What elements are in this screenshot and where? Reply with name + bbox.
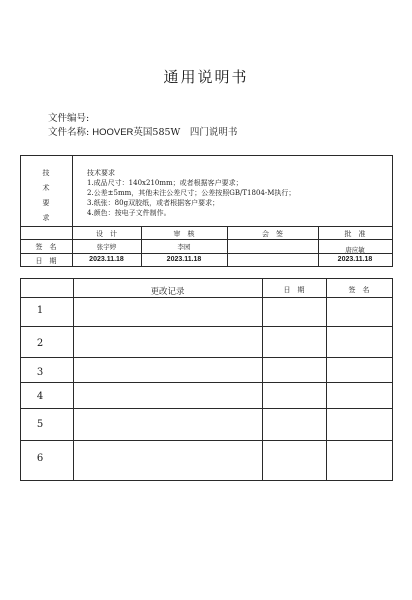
side-label-char: 术: [42, 184, 50, 192]
role-header-approve: 批 准: [344, 230, 366, 238]
date-review: 2023.11.18: [166, 256, 202, 263]
date-design: 2023.11.18: [89, 256, 124, 263]
signature-review: 李园: [177, 243, 191, 251]
date-approve: 2023.11.18: [337, 256, 373, 263]
page-title: 通用说明书: [163, 68, 249, 86]
role-header-review: 审 核: [173, 230, 195, 238]
requirement-item: 3.纸张：80g双胶纸，或者根据客户要求；: [87, 199, 220, 207]
file-name-label: 文件名称:: [48, 127, 90, 138]
row-number: 5: [36, 419, 44, 430]
header-date: 日 期: [283, 286, 305, 294]
file-name-value-latin: HOOVER: [92, 127, 134, 138]
sign-label: 签 名: [35, 243, 57, 251]
file-name-value-rest: 英国585W 四门说明书: [133, 127, 238, 138]
requirements-heading: 技术要求: [87, 169, 115, 177]
side-label-char: 技: [42, 169, 50, 177]
side-label-char: 求: [42, 214, 50, 222]
role-header-countersign: 会 签: [262, 230, 283, 238]
requirement-item: 2.公差±5mm，其他未注公差尺寸；公差按照GB/T1804-M执行；: [87, 189, 296, 197]
requirement-item: 1.成品尺寸：140x210mm；或者根据客户要求；: [87, 179, 243, 187]
side-label-char: 要: [42, 199, 50, 207]
file-name-row: [48, 124, 237, 138]
row-number: 3: [36, 367, 44, 378]
row-number: 6: [36, 453, 44, 464]
header-sign: 签 名: [348, 286, 370, 294]
row-number: 4: [36, 391, 44, 402]
row-number: 2: [36, 338, 44, 349]
signature-design: 张宇婷: [96, 243, 117, 251]
requirement-item: 4.颜色：按电子文件制作。: [87, 209, 171, 217]
requirements-block: [87, 168, 295, 218]
file-number-label: 文件编号:: [48, 113, 90, 124]
signature-approve: 唐应敏: [345, 246, 365, 254]
date-label: 日 期: [35, 257, 57, 265]
row-number: 1: [36, 305, 44, 316]
role-header-design: 设 计: [96, 230, 117, 238]
header-change-record: 更改记录: [150, 287, 185, 297]
